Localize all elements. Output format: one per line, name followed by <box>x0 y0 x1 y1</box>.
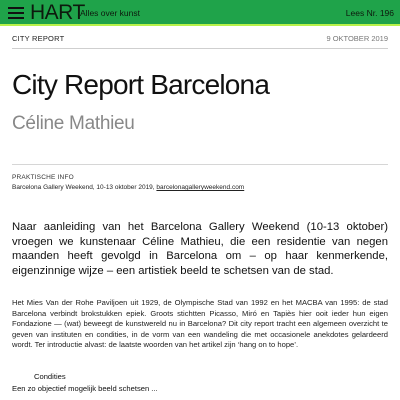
issue-link[interactable]: Lees Nr. 196 <box>345 8 394 18</box>
article-lead: Naar aanleiding van het Barcelona Gallery Weekend (10-13 oktober) vroegen we kunstenaar Céline Mathieu, die een residentie van negen maanden heeft gevolgd in Barcelona om – op haar kenmerkende, eigenzinnige wijze – een artistiek beeld te schetsen van de stad. <box>12 221 388 277</box>
article-author[interactable]: Céline Mathieu <box>12 113 135 134</box>
gallery-weekend-link[interactable]: barcelonagalleryweekend.com <box>156 184 245 191</box>
hamburger-menu-icon[interactable] <box>8 7 24 19</box>
site-logo[interactable]: HART <box>30 1 85 24</box>
site-tagline: Alles over kunst <box>80 8 140 18</box>
publish-date: 9 OKTOBER 2019 <box>326 34 388 43</box>
article-title: City Report Barcelona <box>12 69 270 100</box>
top-bar <box>0 0 400 26</box>
practical-info-details: Barcelona Gallery Weekend, 10-13 oktober 2019, <box>12 184 155 191</box>
practical-info-label: PRAKTISCHE INFO <box>12 174 74 181</box>
section-label[interactable]: CITY REPORT <box>12 34 65 43</box>
section-row <box>12 34 388 49</box>
practical-info <box>12 164 388 192</box>
practical-info-text <box>12 183 388 192</box>
article-body: Het Mies Van der Rohe Paviljoen uit 1929, de Olympische Stad van 1992 en het MACBA van 1995: de stad Barcelona verbindt brokstukken epiek. Groots stichtten Picasso, Miró en Tapiès hier ooit ieder hun eigen Fondazione — (wat) beweegt de kunstwereld nu in Barcelona? Dit city report tracht een algemeen overzicht te geven van instituten en condities, in de vorm van een wandeling die met occasionele anekdotes gelardeerd wordt. Ter introductie alvast: de laatste woorden van het artikel zijn ‘hang on to hope’. <box>12 298 388 350</box>
article-subtext: Een zo objectief mogelijk beeld schetsen ... <box>12 384 158 393</box>
article-subheading: Condities <box>34 372 66 381</box>
